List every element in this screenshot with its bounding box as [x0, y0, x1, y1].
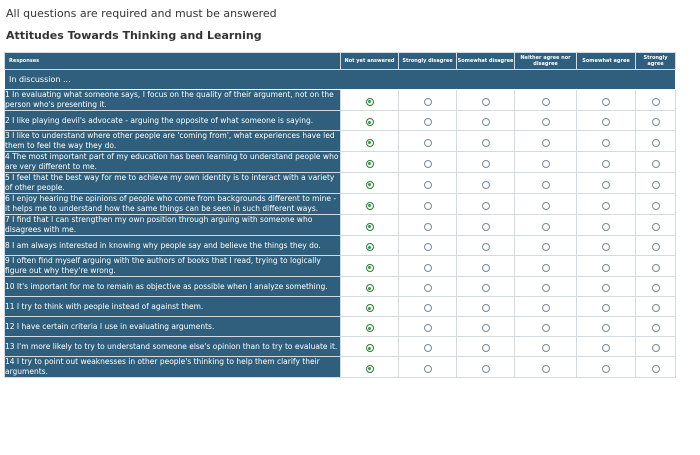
- radio-button[interactable]: [542, 304, 550, 312]
- question-text: 13 I'm more likely to try to understand someone else's opinion than to try to evaluate it.: [5, 337, 341, 357]
- option-cell[interactable]: [636, 131, 676, 152]
- option-cell[interactable]: [636, 111, 676, 131]
- question-row: [5, 111, 676, 131]
- question-row: [5, 317, 676, 337]
- option-cell[interactable]: [515, 236, 577, 256]
- radio-button[interactable]: [542, 324, 550, 332]
- radio-button[interactable]: [542, 264, 550, 272]
- question-text: 10 It's important for me to remain as objective as possible when I analyze something.: [5, 277, 341, 297]
- radio-button[interactable]: [366, 324, 374, 332]
- option-cell[interactable]: [515, 317, 577, 337]
- radio-button[interactable]: [652, 365, 660, 373]
- survey-title: Attitudes Towards Thinking and Learning: [6, 29, 262, 42]
- option-cell[interactable]: [341, 131, 399, 152]
- option-cell[interactable]: [515, 256, 577, 277]
- option-cell[interactable]: [399, 194, 457, 215]
- option-cell[interactable]: [577, 236, 636, 256]
- option-cell[interactable]: [515, 111, 577, 131]
- option-cell[interactable]: [457, 297, 515, 317]
- radio-button[interactable]: [602, 139, 610, 147]
- option-cell[interactable]: [515, 90, 577, 111]
- option-cell[interactable]: [399, 297, 457, 317]
- radio-button[interactable]: [482, 324, 490, 332]
- option-cell[interactable]: [341, 297, 399, 317]
- radio-button[interactable]: [482, 98, 490, 106]
- option-cell[interactable]: [636, 357, 676, 378]
- radio-button[interactable]: [482, 344, 490, 352]
- option-cell[interactable]: [457, 357, 515, 378]
- question-row: [5, 297, 676, 317]
- option-cell[interactable]: [577, 194, 636, 215]
- option-cell[interactable]: [515, 152, 577, 173]
- radio-button[interactable]: [366, 202, 374, 210]
- radio-button[interactable]: [366, 160, 374, 168]
- option-cell[interactable]: [399, 173, 457, 194]
- option-cell[interactable]: [399, 277, 457, 297]
- radio-button[interactable]: [482, 139, 490, 147]
- header-not-yet-answered: Not yet answered: [341, 53, 399, 70]
- option-cell[interactable]: [341, 194, 399, 215]
- radio-button[interactable]: [602, 223, 610, 231]
- radio-button[interactable]: [424, 344, 432, 352]
- option-cell[interactable]: [636, 152, 676, 173]
- question-text: 14 I try to point out weaknesses in other people's thinking to help them clarify their arguments.: [5, 357, 341, 378]
- radio-button[interactable]: [652, 284, 660, 292]
- option-cell[interactable]: [341, 111, 399, 131]
- radio-button[interactable]: [366, 344, 374, 352]
- question-text: 11 I try to think with people instead of against them.: [5, 297, 341, 317]
- radio-button[interactable]: [424, 365, 432, 373]
- radio-button[interactable]: [542, 98, 550, 106]
- option-cell[interactable]: [515, 357, 577, 378]
- radio-button[interactable]: [652, 304, 660, 312]
- option-cell[interactable]: [577, 337, 636, 357]
- radio-button[interactable]: [542, 160, 550, 168]
- radio-button[interactable]: [366, 118, 374, 126]
- option-cell[interactable]: [515, 215, 577, 236]
- option-cell[interactable]: [457, 111, 515, 131]
- option-cell[interactable]: [399, 317, 457, 337]
- option-cell[interactable]: [457, 90, 515, 111]
- header-strongly-disagree: Strongly disagree: [399, 53, 457, 70]
- section-row: [5, 70, 676, 90]
- radio-button[interactable]: [482, 304, 490, 312]
- radio-button[interactable]: [424, 98, 432, 106]
- question-row: [5, 357, 676, 378]
- option-cell[interactable]: [457, 317, 515, 337]
- option-cell[interactable]: [515, 337, 577, 357]
- radio-button[interactable]: [542, 223, 550, 231]
- option-cell[interactable]: [399, 111, 457, 131]
- radio-button[interactable]: [652, 202, 660, 210]
- radio-button[interactable]: [602, 344, 610, 352]
- radio-button[interactable]: [542, 181, 550, 189]
- radio-button[interactable]: [602, 202, 610, 210]
- radio-button[interactable]: [424, 324, 432, 332]
- question-row: [5, 236, 676, 256]
- radio-button[interactable]: [482, 264, 490, 272]
- header-somewhat-agree: Somewhat agree: [577, 53, 636, 70]
- radio-button[interactable]: [652, 139, 660, 147]
- option-cell[interactable]: [636, 173, 676, 194]
- radio-button[interactable]: [424, 202, 432, 210]
- radio-button[interactable]: [652, 118, 660, 126]
- question-text: 1 In evaluating what someone says, I focus on the quality of their argument, not on the person who's presenting it.: [5, 90, 341, 111]
- option-cell[interactable]: [515, 297, 577, 317]
- radio-button[interactable]: [602, 118, 610, 126]
- radio-button[interactable]: [602, 304, 610, 312]
- question-row: [5, 194, 676, 215]
- radio-button[interactable]: [366, 181, 374, 189]
- option-cell[interactable]: [577, 131, 636, 152]
- option-cell[interactable]: [399, 152, 457, 173]
- option-cell[interactable]: [577, 215, 636, 236]
- section-label: In discussion ...: [5, 70, 676, 90]
- option-cell[interactable]: [341, 317, 399, 337]
- option-cell[interactable]: [457, 337, 515, 357]
- radio-button[interactable]: [424, 181, 432, 189]
- option-cell[interactable]: [399, 131, 457, 152]
- radio-button[interactable]: [602, 98, 610, 106]
- option-cell[interactable]: [636, 277, 676, 297]
- option-cell[interactable]: [341, 256, 399, 277]
- option-cell[interactable]: [457, 277, 515, 297]
- radio-button[interactable]: [424, 284, 432, 292]
- question-text: 3 I like to understand where other people are 'coming from', what experiences have led them to feel the way they do.: [5, 131, 341, 152]
- radio-button[interactable]: [366, 98, 374, 106]
- option-cell[interactable]: [341, 215, 399, 236]
- radio-button[interactable]: [366, 284, 374, 292]
- option-cell[interactable]: [457, 194, 515, 215]
- option-cell[interactable]: [577, 317, 636, 337]
- radio-button[interactable]: [424, 139, 432, 147]
- option-cell[interactable]: [636, 337, 676, 357]
- option-cell[interactable]: [457, 236, 515, 256]
- radio-button[interactable]: [366, 304, 374, 312]
- radio-button[interactable]: [482, 160, 490, 168]
- header-somewhat-disagree: Somewhat disagree: [457, 53, 515, 70]
- radio-button[interactable]: [542, 202, 550, 210]
- radio-button[interactable]: [542, 284, 550, 292]
- option-cell[interactable]: [341, 236, 399, 256]
- option-cell[interactable]: [515, 277, 577, 297]
- option-cell[interactable]: [399, 90, 457, 111]
- radio-button[interactable]: [652, 243, 660, 251]
- radio-button[interactable]: [652, 344, 660, 352]
- radio-button[interactable]: [542, 344, 550, 352]
- option-cell[interactable]: [457, 256, 515, 277]
- radio-button[interactable]: [602, 243, 610, 251]
- option-cell[interactable]: [399, 256, 457, 277]
- option-cell[interactable]: [577, 277, 636, 297]
- radio-button[interactable]: [542, 365, 550, 373]
- radio-button[interactable]: [652, 98, 660, 106]
- radio-button[interactable]: [424, 223, 432, 231]
- question-text: 7 I find that I can strengthen my own position through arguing with someone who disagrees with me.: [5, 215, 341, 236]
- radio-button[interactable]: [366, 243, 374, 251]
- question-row: [5, 152, 676, 173]
- option-cell[interactable]: [341, 152, 399, 173]
- option-cell[interactable]: [515, 194, 577, 215]
- option-cell[interactable]: [636, 236, 676, 256]
- question-row: [5, 256, 676, 277]
- option-cell[interactable]: [341, 173, 399, 194]
- radio-button[interactable]: [602, 365, 610, 373]
- survey-table: [4, 52, 676, 378]
- option-cell[interactable]: [457, 215, 515, 236]
- question-text: 2 I like playing devil's advocate - arguing the opposite of what someone is saying.: [5, 111, 341, 131]
- radio-button[interactable]: [424, 304, 432, 312]
- question-text: 12 I have certain criteria I use in evaluating arguments.: [5, 317, 341, 337]
- question-text: 8 I am always interested in knowing why people say and believe the things they do.: [5, 236, 341, 256]
- required-note: All questions are required and must be answered: [6, 7, 277, 20]
- radio-button[interactable]: [602, 284, 610, 292]
- option-cell[interactable]: [636, 317, 676, 337]
- question-row: [5, 173, 676, 194]
- radio-button[interactable]: [482, 243, 490, 251]
- question-row: [5, 277, 676, 297]
- option-cell[interactable]: [399, 337, 457, 357]
- option-cell[interactable]: [399, 236, 457, 256]
- radio-button[interactable]: [602, 181, 610, 189]
- radio-button[interactable]: [652, 181, 660, 189]
- option-cell[interactable]: [399, 215, 457, 236]
- radio-button[interactable]: [542, 118, 550, 126]
- question-text: 6 I enjoy hearing the opinions of people who come from backgrounds different to mine - it helps me to understand how the same things can be seen in such different ways.: [5, 194, 341, 215]
- option-cell[interactable]: [577, 256, 636, 277]
- option-cell[interactable]: [577, 90, 636, 111]
- radio-button[interactable]: [424, 243, 432, 251]
- radio-button[interactable]: [482, 223, 490, 231]
- radio-button[interactable]: [542, 243, 550, 251]
- option-cell[interactable]: [636, 90, 676, 111]
- option-cell[interactable]: [577, 152, 636, 173]
- option-cell[interactable]: [515, 173, 577, 194]
- option-cell[interactable]: [577, 357, 636, 378]
- radio-button[interactable]: [652, 223, 660, 231]
- radio-button[interactable]: [602, 264, 610, 272]
- radio-button[interactable]: [366, 264, 374, 272]
- option-cell[interactable]: [341, 337, 399, 357]
- radio-button[interactable]: [602, 160, 610, 168]
- option-cell[interactable]: [341, 90, 399, 111]
- radio-button[interactable]: [652, 160, 660, 168]
- header-responses: Responses: [5, 53, 341, 70]
- radio-button[interactable]: [366, 223, 374, 231]
- option-cell[interactable]: [636, 256, 676, 277]
- question-row: [5, 215, 676, 236]
- radio-button[interactable]: [542, 139, 550, 147]
- radio-button[interactable]: [652, 324, 660, 332]
- radio-button[interactable]: [424, 264, 432, 272]
- question-row: [5, 90, 676, 111]
- radio-button[interactable]: [652, 264, 660, 272]
- option-cell[interactable]: [636, 194, 676, 215]
- question-text: 4 The most important part of my education has been learning to understand people who are very different to me.: [5, 152, 341, 173]
- radio-button[interactable]: [366, 365, 374, 373]
- radio-button[interactable]: [482, 181, 490, 189]
- radio-button[interactable]: [482, 118, 490, 126]
- option-cell[interactable]: [341, 277, 399, 297]
- option-cell[interactable]: [341, 357, 399, 378]
- option-cell[interactable]: [636, 297, 676, 317]
- radio-button[interactable]: [482, 284, 490, 292]
- radio-button[interactable]: [424, 160, 432, 168]
- option-cell[interactable]: [636, 215, 676, 236]
- radio-button[interactable]: [366, 139, 374, 147]
- radio-button[interactable]: [424, 118, 432, 126]
- option-cell[interactable]: [515, 131, 577, 152]
- option-cell[interactable]: [457, 152, 515, 173]
- option-cell[interactable]: [577, 173, 636, 194]
- option-cell[interactable]: [457, 131, 515, 152]
- option-cell[interactable]: [399, 357, 457, 378]
- radio-button[interactable]: [602, 324, 610, 332]
- header-neither: Neither agree nor disagree: [515, 53, 577, 70]
- radio-button[interactable]: [482, 202, 490, 210]
- question-row: [5, 131, 676, 152]
- option-cell[interactable]: [577, 297, 636, 317]
- question-row: [5, 337, 676, 357]
- option-cell[interactable]: [457, 173, 515, 194]
- question-text: 5 I feel that the best way for me to achieve my own identity is to interact with a variety of other people.: [5, 173, 341, 194]
- option-cell[interactable]: [577, 111, 636, 131]
- question-text: 9 I often find myself arguing with the authors of books that I read, trying to logically figure out why they're wrong.: [5, 256, 341, 277]
- header-strongly-agree: Strongly agree: [636, 53, 676, 70]
- radio-button[interactable]: [482, 365, 490, 373]
- header-row: [5, 53, 676, 70]
